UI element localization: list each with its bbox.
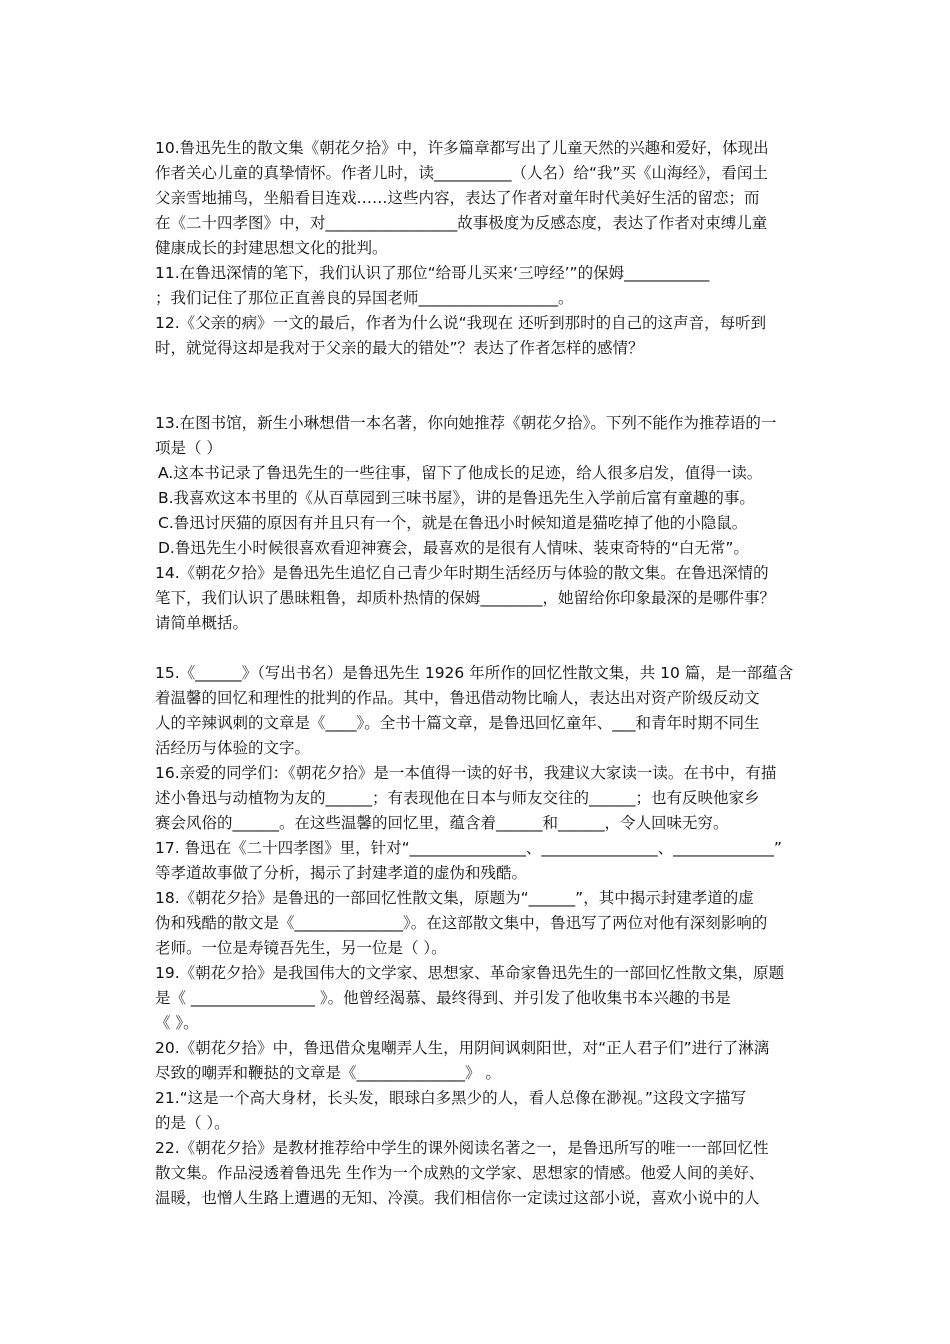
q16-line-3: 赛会风俗的______。在这些温馨的回忆里，蕴含着______和______，令人回味无穷。 [155,814,729,832]
q20-line-1: 20.《朝花夕拾》中，鲁迅借众鬼嘲弄人生，用阴间讽刺阳世，对“正人君子们”进行了淋漓 [155,1039,770,1057]
q17-line-2: 等孝道故事做了分析，揭示了封建孝道的虚伪和残酷。 [155,864,528,882]
q20-line-2: 尽致的嘲弄和鞭挞的文章是《______________》 。 [155,1064,501,1082]
q19-line-3: 《 》。 [155,1014,199,1032]
q13-option-a: A.这本书记录了鲁迅先生的一些往事，留下了他成长的足迹，给人很多启发，值得一读。 [158,464,763,482]
q19-line-1: 19.《朝花夕拾》是我国伟大的文学家、思想家、革命家鲁迅先生的一部回忆性散文集，原题 [155,964,785,982]
q10-line-2: 作者关心儿童的真挚情怀。作者儿时，读__________（人名）给“我”买《山海经》，看闰土 [155,164,768,182]
q17-line-1: 17. 鲁迅在《二十四孝图》里，针对“_______________、_______________、_____________” [155,839,782,857]
q12-line-2: 时，就觉得这却是我对于父亲的最大的错处”？表达了作者怎样的感情？ [155,339,644,357]
q18-line-2: 伪和残酷的散文是《______________》。在这部散文集中，鲁迅写了两位对他有深刻影响的 [155,914,768,932]
q10-line-3: 父亲雪地捕鸟，坐船看目连戏……这些内容，表达了作者对童年时代美好生活的留恋；而 [155,189,760,207]
q22-line-3: 温暖，也憎人生路上遭遇的无知、冷漠。我们相信你一定读过这部小说，喜欢小说中的人 [155,1189,760,1207]
q22-line-1: 22.《朝花夕拾》是教材推荐给中学生的课外阅读名著之一，是鲁迅所写的唯一一部回忆性 [155,1139,769,1157]
q14-line-2: 笔下，我们认识了愚昧粗鲁，却质朴热情的保姆________，她留给你印象最深的是哪件事？ [155,589,776,607]
q21-line-2: 的是（ ）。 [155,1114,230,1132]
q18-line-1: 18.《朝花夕拾》是鲁迅的一部回忆性散文集，原题为“______”，其中揭示封建孝道的虚 [155,889,754,907]
q22-line-2: 散文集。作品浸透着鲁迅先 生作为一个成熟的文学家、思想家的情感。他爱人间的美好、 [155,1164,765,1182]
q15-line-4: 活经历与体验的文字。 [155,739,311,757]
q14-line-3: 请简单概括。 [155,614,249,632]
q12-line-1: 12.《父亲的病》一文的最后，作者为什么说“我现在 还听到那时的自己的这声音，每听到 [155,314,767,332]
q13-line-1: 13.在图书馆，新生小琳想借一本名著，你向她推荐《朝花夕拾》。下列不能作为推荐语的一 [155,414,777,432]
q15-line-1: 15.《______》（写出书名）是鲁迅先生 1926 年所作的回忆性散文集，共 10 篇，是一部蕴含 [155,664,794,682]
q11-line-1: 11.在鲁迅深情的笔下，我们认识了那位“给哥儿买来‘三哼经’”的保姆___________ [155,264,710,282]
q10-line-4: 在《二十四孝图》中，对_________________故事极度为反感态度，表达了作者对束缚儿童 [155,214,768,232]
q16-line-2: 述小鲁迅与动植物为友的______；有表现他在日本与师友交往的______；也有反映他家乡 [155,789,760,807]
q15-line-3: 人的辛辣讽刺的文章是《____》。全书十篇文章，是鲁迅回忆童年、___和青年时期不同生 [155,714,760,732]
q15-line-2: 着温馨的回忆和理性的批判的作品。其中，鲁迅借动物比喻人，表达出对资产阶级反动文 [155,689,760,707]
q11-line-2: ；我们记住了那位正直善良的异国老师__________________。 [155,289,574,307]
q14-line-1: 14.《朝花夕拾》是鲁迅先生追忆自己青少年时期生活经历与体验的散文集。在鲁迅深情的 [155,564,769,582]
q18-line-3: 老师。一位是寿镜吾先生，另一位是（ ）。 [155,939,447,957]
q13-option-c: C.鲁迅讨厌猫的原因有并且只有一个，就是在鲁迅小时候知道是猫吃掉了他的小隐鼠。 [158,514,748,532]
q19-line-2: 是《 ________________ 》。他曾经渴慕、最终得到、并引发了他收集书本兴趣的书是 [155,989,731,1007]
q13-line-2: 项是（ ） [155,439,222,457]
q21-line-1: 21.“这是一个高大身材，长头发，眼球白多黑少的人，看人总像在渺视。”这段文字描写 [155,1089,746,1107]
q10-line-1: 10.鲁迅先生的散文集《朝花夕拾》中，许多篇章都写出了儿童天然的兴趣和爱好，体现出 [155,139,769,157]
q13-option-b: B.我喜欢这本书里的《从百草园到三味书屋》，讲的是鲁迅先生入学前后富有童趣的事。 [158,489,755,507]
q13-option-d: D.鲁迅先生小时候很喜欢看迎神赛会，最喜欢的是很有人情味、装束奇特的“白无常”。 [158,539,749,557]
q16-line-1: 16.亲爱的同学们：《朝花夕拾》是一本值得一读的好书，我建议大家读一读。在书中，有描 [155,764,777,782]
q10-line-5: 健康成长的封建思想文化的批判。 [155,239,388,257]
